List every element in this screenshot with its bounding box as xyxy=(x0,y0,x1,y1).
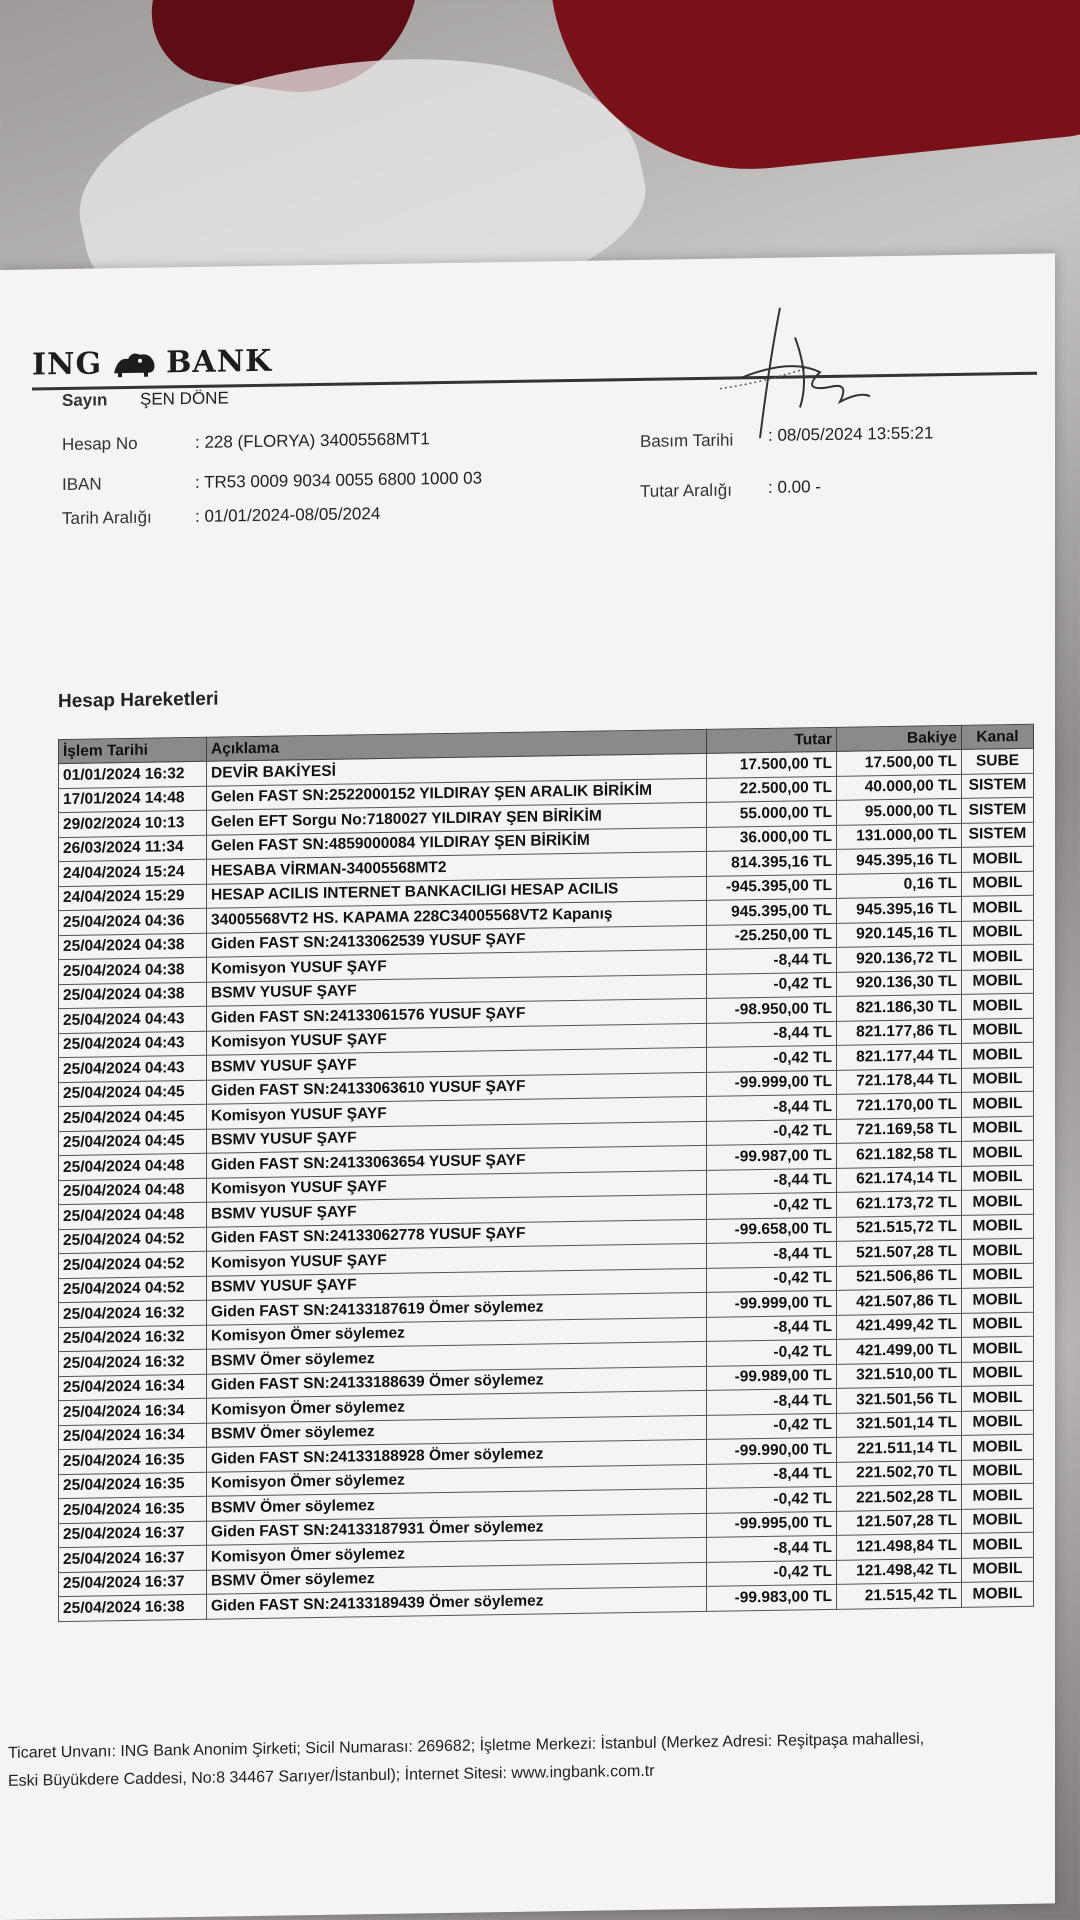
cell-description: Giden FAST SN:24133062778 YUSUF ŞAYF xyxy=(207,1219,707,1251)
footer-legal-text xyxy=(8,1724,1028,1796)
cell-date: 24/04/2024 15:24 xyxy=(59,859,207,886)
cell-date: 25/04/2024 16:37 xyxy=(59,1570,207,1597)
cell-description: 34005568VT2 HS. KAPAMA 228C34005568VT2 Kapanış xyxy=(207,900,707,932)
cell-amount: -99.999,00 TL xyxy=(707,1070,837,1097)
cell-amount: -8,44 TL xyxy=(707,1241,837,1268)
cell-date: 29/02/2024 10:13 xyxy=(59,810,207,837)
cell-channel: MOBIL xyxy=(962,1263,1034,1289)
cell-balance: 920.136,30 TL xyxy=(837,970,962,996)
cell-amount: -8,44 TL xyxy=(707,1168,837,1195)
cell-balance: 945.395,16 TL xyxy=(837,847,962,873)
cell-channel: MOBIL xyxy=(962,1042,1034,1068)
cell-balance: 421.499,42 TL xyxy=(837,1313,962,1339)
cell-balance: 621.174,14 TL xyxy=(837,1166,962,1192)
cell-amount: -0,42 TL xyxy=(707,1413,837,1440)
cell-date: 25/04/2024 04:38 xyxy=(59,982,207,1009)
cell-amount: -25.250,00 TL xyxy=(707,923,837,950)
cell-balance: 621.173,72 TL xyxy=(837,1190,962,1216)
cell-amount: -99.999,00 TL xyxy=(707,1290,837,1317)
cell-channel: MOBIL xyxy=(962,1361,1034,1387)
cell-balance: 221.502,70 TL xyxy=(837,1460,962,1486)
cell-description: Komisyon YUSUF ŞAYF xyxy=(207,949,707,981)
cell-date: 25/04/2024 16:37 xyxy=(59,1521,207,1548)
cell-balance: 521.507,28 TL xyxy=(837,1239,962,1265)
cell-balance: 421.499,00 TL xyxy=(837,1337,962,1363)
cell-date: 25/04/2024 16:32 xyxy=(59,1325,207,1352)
cell-balance: 321.501,14 TL xyxy=(837,1411,962,1437)
cell-balance: 121.507,28 TL xyxy=(837,1509,962,1535)
cell-date: 25/04/2024 16:34 xyxy=(59,1374,207,1401)
cell-channel: MOBIL xyxy=(962,1532,1034,1558)
cell-balance: 945.395,16 TL xyxy=(837,896,962,922)
cell-channel: MOBIL xyxy=(962,1189,1034,1215)
cell-channel: MOBIL xyxy=(962,1557,1034,1583)
footer-line-2: Eski Büyükdere Caddesi, No:8 34467 Sarıyer/İstanbul); İnternet Sitesi: www.ingbank.com.tr xyxy=(8,1762,655,1790)
cell-channel: SISTEM xyxy=(962,822,1034,848)
cell-channel: MOBIL xyxy=(962,1508,1034,1534)
cell-channel: MOBIL xyxy=(962,1336,1034,1362)
cell-balance: 821.186,30 TL xyxy=(837,994,962,1020)
cell-balance: 920.136,72 TL xyxy=(837,945,962,971)
cell-description: BSMV Ömer söylemez xyxy=(207,1488,707,1520)
col-header-balance: Bakiye xyxy=(837,725,962,751)
tutar-araligi-value: : 0.00 - xyxy=(768,477,821,497)
iban-value: : TR53 0009 9034 0055 6800 1000 03 xyxy=(195,468,483,492)
cell-amount: -0,42 TL xyxy=(707,972,837,999)
col-header-date: İşlem Tarihi xyxy=(59,737,207,763)
cell-description: BSMV YUSUF ŞAYF xyxy=(207,974,707,1006)
cell-description: BSMV Ömer söylemez xyxy=(207,1562,707,1594)
cell-description: Gelen FAST SN:2522000152 YILDIRAY ŞEN ARALIK BİRİKİM xyxy=(207,778,707,810)
cell-amount: -945.395,00 TL xyxy=(707,874,837,901)
cell-date: 25/04/2024 16:38 xyxy=(59,1594,207,1621)
cell-date: 25/04/2024 16:35 xyxy=(59,1447,207,1474)
cell-description: Komisyon YUSUF ŞAYF xyxy=(207,1023,707,1055)
cell-date: 25/04/2024 04:43 xyxy=(59,1031,207,1058)
cell-amount: -0,42 TL xyxy=(707,1045,837,1072)
cell-description: Giden FAST SN:24133187619 Ömer söylemez xyxy=(207,1292,707,1324)
cell-channel: MOBIL xyxy=(962,846,1034,872)
cell-date: 25/04/2024 04:45 xyxy=(59,1129,207,1156)
cell-date: 01/01/2024 16:32 xyxy=(59,761,207,788)
cell-date: 25/04/2024 16:32 xyxy=(59,1349,207,1376)
cell-balance: 131.000,00 TL xyxy=(837,823,962,849)
cell-balance: 721.169,58 TL xyxy=(837,1117,962,1143)
cell-date: 25/04/2024 04:52 xyxy=(59,1251,207,1278)
cell-channel: MOBIL xyxy=(962,1434,1034,1460)
cell-channel: MOBIL xyxy=(962,1018,1034,1044)
cell-description: BSMV YUSUF ŞAYF xyxy=(207,1047,707,1079)
cell-date: 25/04/2024 16:37 xyxy=(59,1545,207,1572)
cell-date: 25/04/2024 16:35 xyxy=(59,1496,207,1523)
cell-date: 25/04/2024 04:45 xyxy=(59,1104,207,1131)
cell-description: Komisyon YUSUF ŞAYF xyxy=(207,1170,707,1202)
transactions-table xyxy=(58,724,1034,1622)
cell-amount: 36.000,00 TL xyxy=(707,825,837,852)
cell-balance: 821.177,44 TL xyxy=(837,1043,962,1069)
cell-description: Giden FAST SN:24133063654 YUSUF ŞAYF xyxy=(207,1145,707,1177)
cell-balance: 40.000,00 TL xyxy=(837,774,962,800)
cell-channel: MOBIL xyxy=(962,1385,1034,1411)
cell-channel: MOBIL xyxy=(962,969,1034,995)
col-header-channel: Kanal xyxy=(962,724,1034,749)
cell-channel: MOBIL xyxy=(962,1581,1034,1607)
cell-channel: MOBIL xyxy=(962,1287,1034,1313)
cell-description: DEVİR BAKİYESİ xyxy=(207,753,707,785)
cell-description: Komisyon Ömer söylemez xyxy=(207,1537,707,1569)
basim-tarihi-label: Basım Tarihi xyxy=(640,430,734,451)
cell-channel: MOBIL xyxy=(962,1312,1034,1338)
cell-date: 25/04/2024 04:43 xyxy=(59,1006,207,1033)
cell-channel: MOBIL xyxy=(962,1459,1034,1485)
cell-amount: -0,42 TL xyxy=(707,1560,837,1587)
cell-description: Komisyon Ömer söylemez xyxy=(207,1390,707,1422)
cell-amount: -8,44 TL xyxy=(707,947,837,974)
cell-date: 25/04/2024 04:48 xyxy=(59,1202,207,1229)
cell-amount: -99.990,00 TL xyxy=(707,1437,837,1464)
iban-label: IBAN xyxy=(62,474,102,495)
cell-amount: -99.995,00 TL xyxy=(707,1511,837,1538)
cell-date: 25/04/2024 04:38 xyxy=(59,933,207,960)
cell-description: Gelen FAST SN:4859000084 YILDIRAY ŞEN BİRİKİM xyxy=(207,827,707,859)
cell-amount: -99.989,00 TL xyxy=(707,1364,837,1391)
cell-balance: 321.501,56 TL xyxy=(837,1386,962,1412)
col-header-description: Açıklama xyxy=(207,729,707,761)
basim-tarihi-value: : 08/05/2024 13:55:21 xyxy=(768,423,934,445)
cell-balance: 821.177,86 TL xyxy=(837,1019,962,1045)
cell-date: 25/04/2024 16:34 xyxy=(59,1398,207,1425)
cell-description: Komisyon YUSUF ŞAYF xyxy=(207,1243,707,1275)
cell-channel: MOBIL xyxy=(962,871,1034,897)
cell-description: Komisyon Ömer söylemez xyxy=(207,1317,707,1349)
cell-description: Giden FAST SN:24133188639 Ömer söylemez xyxy=(207,1366,707,1398)
cell-channel: MOBIL xyxy=(962,1116,1034,1142)
cell-balance: 95.000,00 TL xyxy=(837,798,962,824)
cell-balance: 121.498,42 TL xyxy=(837,1558,962,1584)
cell-date: 25/04/2024 04:52 xyxy=(59,1227,207,1254)
cell-balance: 0,16 TL xyxy=(837,872,962,898)
cell-date: 25/04/2024 04:48 xyxy=(59,1178,207,1205)
cell-date: 25/04/2024 04:43 xyxy=(59,1055,207,1082)
cell-balance: 721.178,44 TL xyxy=(837,1068,962,1094)
cell-channel: MOBIL xyxy=(962,1140,1034,1166)
sayin-label: Sayın xyxy=(62,390,108,411)
cell-channel: MOBIL xyxy=(962,993,1034,1019)
lion-logo-icon xyxy=(110,347,158,380)
cell-channel: MOBIL xyxy=(962,1238,1034,1264)
cell-description: BSMV YUSUF ŞAYF xyxy=(207,1121,707,1153)
cell-description: Giden FAST SN:24133063610 YUSUF ŞAYF xyxy=(207,1072,707,1104)
cell-amount: -0,42 TL xyxy=(707,1192,837,1219)
bank-statement-page xyxy=(0,253,1055,1920)
footer-line-1: Ticaret Unvanı: ING Bank Anonim Şirketi; Sicil Numarası: 269682; İşletme Merkezi: İstanbul (Merkez Adresi: Reşitpaşa mahallesi, xyxy=(8,1730,925,1762)
cell-channel: MOBIL xyxy=(962,944,1034,970)
cell-amount: -99.983,00 TL xyxy=(707,1584,837,1611)
cell-amount: 814.395,16 TL xyxy=(707,849,837,876)
cell-amount: -99.658,00 TL xyxy=(707,1217,837,1244)
cell-description: Giden FAST SN:24133061576 YUSUF ŞAYF xyxy=(207,998,707,1030)
cell-balance: 421.507,86 TL xyxy=(837,1288,962,1314)
customer-name: ŞEN DÖNE xyxy=(140,388,229,409)
cell-amount: -8,44 TL xyxy=(707,1462,837,1489)
cell-channel: MOBIL xyxy=(962,920,1034,946)
cell-amount: -0,42 TL xyxy=(707,1266,837,1293)
transactions-body xyxy=(59,748,1034,1621)
cell-amount: -0,42 TL xyxy=(707,1339,837,1366)
tarih-araligi-value: : 01/01/2024-08/05/2024 xyxy=(195,504,381,526)
cell-channel: MOBIL xyxy=(962,895,1034,921)
cell-amount: 22.500,00 TL xyxy=(707,776,837,803)
cell-channel: MOBIL xyxy=(962,1410,1034,1436)
cell-date: 26/03/2024 11:34 xyxy=(59,835,207,862)
col-header-amount: Tutar xyxy=(707,727,837,753)
cell-date: 25/04/2024 04:48 xyxy=(59,1153,207,1180)
cell-channel: SISTEM xyxy=(962,797,1034,823)
tarih-araligi-label: Tarih Aralığı xyxy=(62,507,152,529)
cell-description: BSMV Ömer söylemez xyxy=(207,1415,707,1447)
cell-balance: 521.515,72 TL xyxy=(837,1215,962,1241)
cell-description: Gelen EFT Sorgu No:7180027 YILDIRAY ŞEN BİRİKİM xyxy=(207,802,707,834)
cell-amount: -8,44 TL xyxy=(707,1094,837,1121)
cell-balance: 221.502,28 TL xyxy=(837,1484,962,1510)
cell-balance: 17.500,00 TL xyxy=(837,749,962,775)
cell-channel: MOBIL xyxy=(962,1091,1034,1117)
cell-description: Giden FAST SN:24133187931 Ömer söylemez xyxy=(207,1513,707,1545)
section-title: Hesap Hareketleri xyxy=(58,688,219,713)
cell-channel: MOBIL xyxy=(962,1067,1034,1093)
cell-balance: 721.170,00 TL xyxy=(837,1092,962,1118)
cell-description: BSMV YUSUF ŞAYF xyxy=(207,1268,707,1300)
ing-bank-logo xyxy=(32,336,272,390)
cell-amount: -8,44 TL xyxy=(707,1535,837,1562)
cell-amount: -8,44 TL xyxy=(707,1021,837,1048)
cell-date: 25/04/2024 16:34 xyxy=(59,1423,207,1450)
cell-amount: 55.000,00 TL xyxy=(707,800,837,827)
cell-amount: -0,42 TL xyxy=(707,1119,837,1146)
cell-channel: MOBIL xyxy=(962,1483,1034,1509)
cell-description: Giden FAST SN:24133062539 YUSUF ŞAYF xyxy=(207,925,707,957)
cell-amount: -99.987,00 TL xyxy=(707,1143,837,1170)
cell-date: 25/04/2024 04:45 xyxy=(59,1080,207,1107)
cell-date: 25/04/2024 04:38 xyxy=(59,957,207,984)
cell-balance: 920.145,16 TL xyxy=(837,921,962,947)
cell-date: 25/04/2024 04:52 xyxy=(59,1276,207,1303)
cell-balance: 221.511,14 TL xyxy=(837,1435,962,1461)
cell-date: 24/04/2024 15:29 xyxy=(59,884,207,911)
tutar-araligi-label: Tutar Aralığı xyxy=(640,480,732,501)
cell-amount: -8,44 TL xyxy=(707,1315,837,1342)
cell-amount: 17.500,00 TL xyxy=(707,751,837,778)
cell-balance: 621.182,58 TL xyxy=(837,1141,962,1167)
cell-description: HESABA VİRMAN-34005568MT2 xyxy=(207,851,707,883)
cell-amount: 945.395,00 TL xyxy=(707,898,837,925)
cell-balance: 121.498,84 TL xyxy=(837,1533,962,1559)
cell-balance: 321.510,00 TL xyxy=(837,1362,962,1388)
cell-balance: 21.515,42 TL xyxy=(837,1582,962,1608)
cell-date: 17/01/2024 14:48 xyxy=(59,786,207,813)
cell-channel: SUBE xyxy=(962,748,1034,774)
cell-date: 25/04/2024 04:36 xyxy=(59,908,207,935)
cell-balance: 521.506,86 TL xyxy=(837,1264,962,1290)
cell-channel: SISTEM xyxy=(962,773,1034,799)
cell-amount: -98.950,00 TL xyxy=(707,996,837,1023)
logo-text-ing: ING xyxy=(32,345,103,382)
logo-text-bank: BANK xyxy=(166,343,273,380)
cell-description: Giden FAST SN:24133188928 Ömer söylemez xyxy=(207,1439,707,1471)
cell-description: Komisyon YUSUF ŞAYF xyxy=(207,1096,707,1128)
hesap-no-label: Hesap No xyxy=(62,433,138,455)
hesap-no-value: : 228 (FLORYA) 34005568MT1 xyxy=(195,429,430,452)
cell-description: Komisyon Ömer söylemez xyxy=(207,1464,707,1496)
cell-channel: MOBIL xyxy=(962,1214,1034,1240)
cell-amount: -0,42 TL xyxy=(707,1486,837,1513)
cell-date: 25/04/2024 16:35 xyxy=(59,1472,207,1499)
cell-description: BSMV YUSUF ŞAYF xyxy=(207,1194,707,1226)
cell-description: Giden FAST SN:24133189439 Ömer söylemez xyxy=(207,1586,707,1618)
cell-amount: -8,44 TL xyxy=(707,1388,837,1415)
cell-description: BSMV Ömer söylemez xyxy=(207,1341,707,1373)
cell-channel: MOBIL xyxy=(962,1165,1034,1191)
cell-date: 25/04/2024 16:32 xyxy=(59,1300,207,1327)
cell-description: HESAP ACILIS INTERNET BANKACILIGI HESAP ACILIS xyxy=(207,876,707,908)
